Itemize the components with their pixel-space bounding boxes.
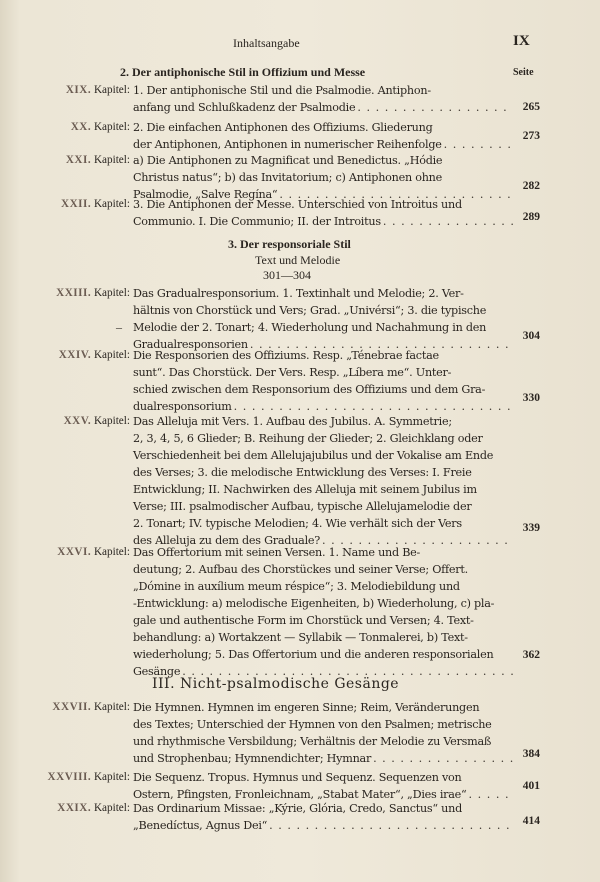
running-title: Inhaltsangabe: [233, 36, 300, 50]
entry-line: der Antiphonen, Antiphonen in numerischer Reihenfolge: [133, 138, 442, 151]
page-ref: 414: [522, 815, 540, 827]
entry-line: und rhythmische Versbildung; Verhältnis der Melodie zu Versmaß: [133, 735, 492, 748]
kapitel-word: Kapitel:: [93, 121, 130, 133]
page-ref: 273: [522, 130, 540, 142]
entry-text: [133, 544, 513, 680]
entry-line: schied zwischen dem Responsorium des Offiziums und dem Gra-: [133, 383, 486, 396]
chapter-number: XXVI.: [57, 546, 92, 558]
entry-line: dualresponsorium: [133, 400, 232, 413]
chapter-number: XXI.: [65, 154, 92, 166]
page-ref: 362: [522, 649, 540, 661]
entry-line: 3. Die Antiphonen der Messe. Unterschied von Introitus und: [133, 198, 462, 211]
entry-line: sunt“. Das Chorstück. Der Vers. Resp. „Líbera me“. Unter-: [133, 366, 452, 379]
kapitel-word: Kapitel:: [93, 349, 130, 361]
chapter-label: [71, 119, 130, 136]
section-heading-antiphonal: 2. Der antiphonische Stil in Offizium und Messe: [120, 65, 366, 79]
entry-line: 2. Tonart; IV. typische Melodien; 4. Wie verhält sich der Vers: [133, 517, 462, 530]
entry-line: hältnis von Chorstück und Vers; Grad. „Univérsi“; 3. die typische: [133, 304, 487, 317]
entry-line: -Entwicklung: a) melodische Eigenheiten, b) Wiederholung, c) pla-: [133, 597, 495, 610]
entry-text: [133, 119, 513, 153]
page-ref: 289: [522, 211, 540, 223]
page-ref: 384: [522, 748, 540, 760]
seite-label: Seite: [513, 67, 534, 78]
kapitel-word: Kapitel:: [93, 287, 130, 299]
chapter-label: [64, 413, 130, 430]
entry-line: anfang und Schlußkadenz der Psalmodie: [133, 101, 356, 114]
entry-text: [133, 413, 513, 549]
chapter-label: [57, 544, 130, 561]
entry-line: deutung; 2. Aufbau des Chorstückes und seiner Verse; Offert.: [133, 563, 468, 576]
entry-line: Das Offertorium mit seinen Versen. 1. Name und Be-: [133, 546, 421, 559]
page-ref: 304: [522, 330, 540, 342]
section-subheading: Text und Melodie: [255, 253, 341, 267]
part-heading-non-psalmodic: III. Nicht-psalmodische Gesänge: [152, 676, 400, 692]
kapitel-word: Kapitel:: [93, 546, 130, 558]
entry-line: behandlung: a) Wortakzent — Syllabik — Tonmalerei, b) Text-: [133, 631, 468, 644]
entry-line: 2, 3, 4, 5, 6 Glieder; B. Reihung der Glieder; 2. Gleichklang oder: [133, 432, 483, 445]
entry-line: Die Sequenz. Tropus. Hymnus und Sequenz. Sequenzen von: [133, 771, 462, 784]
entry-line: Entwicklung; II. Nachwirken des Alleluja mit seinem Jubilus im: [133, 483, 477, 496]
chapter-number: XXIV.: [58, 349, 92, 361]
entry-line: „Dómine in auxílium meum réspice“; 3. Melodiebildung und: [133, 580, 460, 593]
chapter-number: XXIII.: [56, 287, 92, 299]
entry-line: Verschiedenheit bei dem Allelujajubilus und der Vokalise am Ende: [133, 449, 494, 462]
entry-line: a) Die Antiphonen zu Magnificat und Benedictus. „Hódie: [133, 154, 443, 167]
kapitel-word: Kapitel:: [93, 771, 130, 783]
entry-line: Das Ordinarium Missae: „Kýrie, Glória, Credo, Sanctus“ und: [133, 802, 463, 815]
section-heading-responsorial: 3. Der responsoriale Stil: [228, 237, 351, 251]
kapitel-word: Kapitel:: [93, 802, 130, 814]
entry-text: [133, 347, 513, 415]
entry-line: Communio. I. Die Communio; II. der Introitus: [133, 215, 381, 228]
chapter-number: XXII.: [60, 198, 92, 210]
kapitel-word: Kapitel:: [93, 701, 130, 713]
entry-line: Psalmodie, „Salve Regína“: [133, 188, 278, 201]
page-ref: 282: [522, 180, 540, 192]
chapter-label: [59, 347, 130, 364]
entry-line: Ostern, Pfingsten, Fronleichnam, „Stabat Mater“, „Dies irae“: [133, 788, 467, 801]
kapitel-word: Kapitel:: [93, 198, 130, 210]
entry-line: Die Responsorien des Offiziums. Resp. „Ténebrae factae: [133, 349, 439, 362]
entry-text: [133, 769, 513, 803]
chapter-number: XXV.: [63, 415, 92, 427]
entry-text: [133, 82, 513, 116]
chapter-label: [56, 285, 130, 302]
entry-line: Gesänge: [133, 665, 181, 678]
entry-line: „Benedíctus, Agnus Dei“: [133, 819, 268, 832]
page-ref: 330: [522, 392, 540, 404]
entry-text: [133, 699, 513, 767]
chapter-number: XXVIII.: [47, 771, 92, 783]
entry-line: Melodie der 2. Tonart; 4. Wiederholung und Nachahmung in den: [133, 321, 487, 334]
page-number: IX: [513, 33, 530, 49]
page-ref: 401: [522, 780, 540, 792]
entry-line: gale und authentische Form im Chorstück und Versen; 4. Text-: [133, 614, 474, 627]
entry-text: [133, 285, 513, 353]
chapter-label: [66, 82, 130, 99]
entry-line: Gradualresponsorien: [133, 338, 248, 351]
chapter-number: XXIX.: [57, 802, 92, 814]
entry-line: und Strophenbau; Hymnendichter; Hymnar: [133, 752, 372, 765]
entry-line: 1. Der antiphonische Stil und die Psalmodie. Antiphon-: [133, 84, 431, 97]
kapitel-word: Kapitel:: [93, 154, 130, 166]
entry-line: wiederholung; 5. Das Offertorium und die anderen responsorialen: [133, 648, 494, 661]
chapter-label: [66, 152, 130, 169]
entry-line: Das Alleluja mit Vers. 1. Aufbau des Jubilus. A. Symmetrie;: [133, 415, 452, 428]
chapter-number: XIX.: [65, 84, 92, 96]
entry-line: 2. Die einfachen Antiphonen des Offiziums. Gliederung: [133, 121, 433, 134]
chapter-label: [52, 699, 130, 716]
page-ref: 265: [522, 101, 540, 113]
kapitel-word: Kapitel:: [93, 84, 130, 96]
section-page-range: 301—304: [263, 268, 311, 282]
chapter-label: [61, 196, 130, 213]
kapitel-word: Kapitel:: [93, 415, 130, 427]
chapter-label: [57, 800, 130, 817]
entry-line: des Alleluja zu dem des Graduale?: [133, 534, 321, 547]
entry-line: Verse; III. psalmodischer Aufbau, typische Allelujamelodie der: [133, 500, 472, 513]
entry-text: [133, 196, 513, 230]
entry-line: Das Gradualresponsorium. 1. Textinhalt und Melodie; 2. Ver-: [133, 287, 464, 300]
entry-line: Die Hymnen. Hymnen im engeren Sinne; Reim, Veränderungen: [133, 701, 480, 714]
entry-line: des Textes; Unterschied der Hymnen von den Psalmen; metrische: [133, 718, 492, 731]
chapter-label: [48, 769, 130, 786]
chapter-number: XXVII.: [52, 701, 92, 713]
entry-line: Christus natus“; b) das Invitatorium; c) Antiphonen ohne: [133, 171, 442, 184]
page-ref: 339: [522, 522, 540, 534]
entry-text: [133, 800, 513, 834]
margin-dash: –: [116, 320, 122, 334]
chapter-number: XX.: [70, 121, 92, 133]
entry-line: des Verses; 3. die melodische Entwicklung des Verses: I. Freie: [133, 466, 472, 479]
